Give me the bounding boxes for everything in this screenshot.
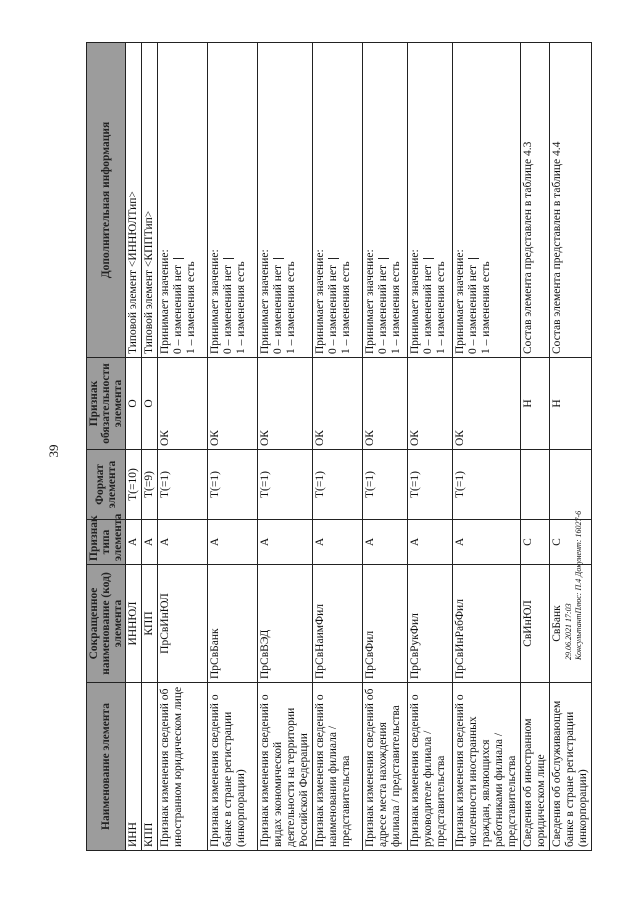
cell-required: О bbox=[126, 358, 142, 450]
cell-info bbox=[363, 43, 408, 358]
footer-date: 29.06.2021 17:03 bbox=[564, 603, 573, 660]
separator-bar bbox=[328, 258, 339, 259]
cell-code: ПрСвФил bbox=[363, 565, 408, 683]
info-line-3: 1 – изменения есть bbox=[340, 261, 352, 354]
cell-format: T(=1) bbox=[363, 450, 408, 520]
table-row bbox=[521, 43, 550, 851]
info-line-2-text: 0 – изменений нет bbox=[222, 264, 234, 354]
cell-type: А bbox=[208, 520, 258, 565]
cell-type: А bbox=[142, 520, 158, 565]
cell-type: А bbox=[313, 520, 363, 565]
cell-required: ОК bbox=[363, 358, 408, 450]
cell-name: Сведения об обслуживающем банке в стране регистрации (инкорпорации) bbox=[550, 683, 592, 851]
cell-required: ОК bbox=[313, 358, 363, 450]
cell-code: ПрСвВЭД bbox=[258, 565, 313, 683]
cell-type: А bbox=[408, 520, 453, 565]
cell-type: А bbox=[126, 520, 142, 565]
info-line-2-text: 0 – изменений нет bbox=[272, 264, 284, 354]
info-line-3: 1 – изменения есть bbox=[480, 261, 492, 354]
cell-required: ОК bbox=[208, 358, 258, 450]
table-row bbox=[208, 43, 258, 851]
cell-name: Признак изменения сведений о численности иностранных граждан, являющихся работниками филиала / представительства bbox=[453, 683, 521, 851]
cell-type: А bbox=[258, 520, 313, 565]
cell-info bbox=[453, 43, 521, 358]
info-line-1: Принимает значение: bbox=[259, 249, 271, 354]
cell-format: T(=1) bbox=[453, 450, 521, 520]
table-row bbox=[158, 43, 208, 851]
info-line-2-text: 0 – изменений нет bbox=[422, 264, 434, 354]
separator-bar bbox=[378, 258, 389, 259]
info-line-1: Принимает значение: bbox=[409, 249, 421, 354]
cell-code: ИННЮЛ bbox=[126, 565, 142, 683]
info-line-2 bbox=[377, 46, 390, 354]
cell-format: T(=1) bbox=[258, 450, 313, 520]
footer-source: КонсультантПлюс: П.4 Документ: 16027-6 bbox=[574, 510, 583, 660]
cell-code: ПрСвНаимФил bbox=[313, 565, 363, 683]
cell-info bbox=[408, 43, 453, 358]
cell-code: ПрСвИнРабФил bbox=[453, 565, 521, 683]
cell-code: КПП bbox=[142, 565, 158, 683]
cell-required: О bbox=[142, 358, 158, 450]
table-row bbox=[453, 43, 521, 851]
table-row bbox=[550, 43, 592, 851]
table-row bbox=[363, 43, 408, 851]
separator-bar bbox=[468, 258, 479, 259]
cell-info bbox=[208, 43, 258, 358]
info-line-2-text: 0 – изменений нет bbox=[467, 264, 479, 354]
cell-format: T(=1) bbox=[208, 450, 258, 520]
info-line-2-text: 0 – изменений нет bbox=[377, 264, 389, 354]
separator-bar bbox=[273, 258, 284, 259]
cell-type: С bbox=[521, 520, 550, 565]
info-line-1: Принимает значение: bbox=[209, 249, 221, 354]
table-header-row bbox=[87, 43, 126, 851]
cell-name: Признак изменения сведений о видах экономической деятельности на территории Российской Федерации bbox=[258, 683, 313, 851]
cell-info: Типовой элемент <ИННЮЛТип> bbox=[126, 43, 142, 358]
cell-format bbox=[550, 450, 592, 520]
cell-format bbox=[521, 450, 550, 520]
separator-bar bbox=[173, 258, 184, 259]
info-line-2-text: 0 – изменений нет bbox=[172, 264, 184, 354]
cell-code: ПрСвБанк bbox=[208, 565, 258, 683]
info-line-2-text: 0 – изменений нет bbox=[327, 264, 339, 354]
cell-type: А bbox=[363, 520, 408, 565]
cell-code: ПрСвРукФил bbox=[408, 565, 453, 683]
cell-info bbox=[258, 43, 313, 358]
cell-info: Типовой элемент <КППТип> bbox=[142, 43, 158, 358]
cell-info bbox=[158, 43, 208, 358]
cell-info: Состав элемента представлен в таблице 4.4 bbox=[550, 43, 592, 358]
cell-required: ОК bbox=[408, 358, 453, 450]
cell-required: ОК bbox=[158, 358, 208, 450]
info-line-3: 1 – изменения есть bbox=[390, 261, 402, 354]
cell-name: Признак изменения сведений о руководителе филиала / представительства bbox=[408, 683, 453, 851]
info-line-2 bbox=[327, 46, 340, 354]
header-format: Формат элемента bbox=[87, 450, 126, 520]
separator-bar bbox=[223, 258, 234, 259]
cell-format: T(=10) bbox=[126, 450, 142, 520]
info-line-2 bbox=[422, 46, 435, 354]
cell-name: Признак изменения сведений об адресе места нахождения филиала / представительства bbox=[363, 683, 408, 851]
cell-code: СвИнЮЛ bbox=[521, 565, 550, 683]
header-code: Сокращенное наименование (код) элемента bbox=[87, 565, 126, 683]
header-required: Признак обязательности элемента bbox=[87, 358, 126, 450]
cell-name: Признак изменения сведений о банке в стране регистрации (инкорпорации) bbox=[208, 683, 258, 851]
cell-code: ПрСвИнЮЛ bbox=[158, 565, 208, 683]
table-row bbox=[313, 43, 363, 851]
cell-format: T(=1) bbox=[158, 450, 208, 520]
cell-info bbox=[313, 43, 363, 358]
separator-bar bbox=[423, 258, 434, 259]
cell-info: Состав элемента представлен в таблице 4.3 bbox=[521, 43, 550, 358]
cell-name: Сведения об иностранном юридическом лице bbox=[521, 683, 550, 851]
cell-required: ОК bbox=[453, 358, 521, 450]
elements-table bbox=[86, 42, 592, 851]
info-line-1: Принимает значение: bbox=[314, 249, 326, 354]
cell-format: T(=1) bbox=[408, 450, 453, 520]
cell-required: Н bbox=[550, 358, 592, 450]
info-line-2 bbox=[272, 46, 285, 354]
cell-type: А bbox=[158, 520, 208, 565]
cell-required: Н bbox=[521, 358, 550, 450]
cell-type: А bbox=[453, 520, 521, 565]
info-line-3: 1 – изменения есть bbox=[185, 261, 197, 354]
cell-code: СвБанк bbox=[550, 565, 592, 683]
info-line-1: Принимает значение: bbox=[454, 249, 466, 354]
cell-name: Признак изменения сведений об иностранном юридическом лице bbox=[158, 683, 208, 851]
table-row bbox=[408, 43, 453, 851]
info-line-3: 1 – изменения есть bbox=[285, 261, 297, 354]
info-line-3: 1 – изменения есть bbox=[435, 261, 447, 354]
page-number: 39 bbox=[46, 444, 61, 458]
table-row bbox=[258, 43, 313, 851]
info-line-2 bbox=[467, 46, 480, 354]
info-line-2 bbox=[222, 46, 235, 354]
cell-name: ИНН bbox=[126, 683, 142, 851]
cell-name: Признак изменения сведений о наименовании филиала / представительства bbox=[313, 683, 363, 851]
cell-format: T(=1) bbox=[313, 450, 363, 520]
cell-format: T(=9) bbox=[142, 450, 158, 520]
cell-type: С bbox=[550, 520, 592, 565]
table-row bbox=[126, 43, 142, 851]
info-line-2 bbox=[172, 46, 185, 354]
table-row bbox=[142, 43, 158, 851]
info-line-1: Принимает значение: bbox=[364, 249, 376, 354]
cell-name: КПП bbox=[142, 683, 158, 851]
header-info: Дополнительная информация bbox=[87, 43, 126, 358]
info-line-3: 1 – изменения есть bbox=[235, 261, 247, 354]
cell-required: ОК bbox=[258, 358, 313, 450]
info-line-1: Принимает значение: bbox=[159, 249, 171, 354]
header-name: Наименование элемента bbox=[87, 683, 126, 851]
header-type: Признак типа элемента bbox=[87, 520, 126, 565]
